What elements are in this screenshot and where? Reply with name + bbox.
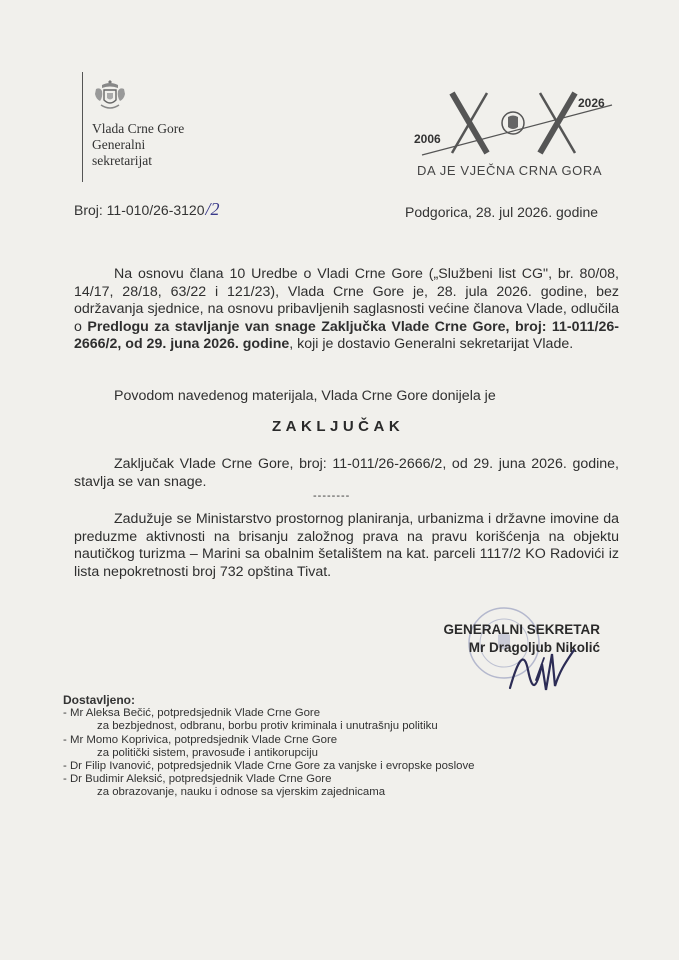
reference-number-text: Broj: 11-010/26-3120 xyxy=(74,202,205,218)
handwritten-signature-icon xyxy=(500,640,585,700)
gov-line-1: Vlada Crne Gore xyxy=(92,121,185,136)
delivery-line: za politički sistem, pravosuđe i antikorupciju xyxy=(97,746,318,759)
gov-line-2: Generalni xyxy=(92,137,146,152)
paragraph-assignment: Zadužuje se Ministarstvo prostornog planiranja, urbanizma i državne imovine da preduzme aktivnosti na brisanju založnog prava na pravu korišćenja na objektu nautičkog turizma – Marini sa obalnim šetalištem na kat. parceli 1117/2 KO Radovići iz lista nepokretnosti broj 732 opština Tivat. xyxy=(74,511,619,580)
signer-title: GENERALNI SEKRETAR xyxy=(443,622,600,637)
logo-tagline: DA JE VJEČNA CRNA GORA xyxy=(417,163,603,178)
document-heading: ZAKLJUČAK xyxy=(272,418,405,435)
gov-line-3: sekretarijat xyxy=(92,153,152,168)
delivery-line: - Dr Filip Ivanović, potpredsjednik Vlade Crne Gore za vanjske i evropske poslove xyxy=(63,760,475,773)
paragraph-intro-bold: Predlogu za stavljanje van snage Zaključka Vlade Crne Gore, broj: 11-011/26-2666/2, od 29. juna 2026. godine xyxy=(74,318,619,352)
delivery-line: - Mr Momo Koprivica, potpredsjednik Vlade Crne Gore xyxy=(63,733,338,746)
paragraph-intro-b: , koji je dostavio Generalni sekretarijat Vlade. xyxy=(289,336,574,352)
logo-year-left: 2006 xyxy=(414,132,441,146)
delivery-line: za bezbjednost, odbranu, borbu protiv kriminala i unutrašnju politiku xyxy=(97,720,438,733)
separator: -------- xyxy=(313,490,351,502)
delivery-title: Dostavljeno: xyxy=(63,693,136,707)
government-name xyxy=(92,121,184,169)
place-date: Podgorica, 28. jul 2026. godine xyxy=(405,204,599,220)
paragraph-decision-intro: Povodom navedenog materijala, Vlada Crne Gore donijela je xyxy=(114,388,496,404)
signer-name: Mr Dragoljub Nikolić xyxy=(468,640,600,655)
paragraph-intro xyxy=(74,266,619,354)
delivery-list xyxy=(63,694,475,800)
delivery-line: - Mr Aleksa Bečić, potpredsjednik Vlade Crne Gore xyxy=(63,707,321,720)
delivery-line: - Dr Budimir Aleksić, potpredsjednik Vlade Crne Gore xyxy=(63,773,332,786)
logo-year-right: 2026 xyxy=(578,96,605,110)
anniversary-logo xyxy=(412,85,617,160)
reference-number xyxy=(74,199,220,220)
delivery-line: za obrazovanje, nauku i odnose sa vjerskim zajednicama xyxy=(97,786,386,799)
paragraph-intro-a: Na osnovu člana 10 Uredbe o Vladi Crne Gore („Službeni list CG", br. 80/08, 14/17, 28/18, 63/22 i 121/23), Vlada Crne Gore je, 28. jula 2026. godine, bez održavanja sjednice, na osnovu pribavljenih saglasnosti većine članova Vlade, odlučila o xyxy=(74,266,619,335)
paragraph-conclusion: Zaključak Vlade Crne Gore, broj: 11-011/26-2666/2, od 29. juna 2026. godine, stavlja se van snage. xyxy=(74,456,619,490)
handwritten-suffix: /2 xyxy=(205,199,220,219)
coat-of-arms-icon xyxy=(93,77,127,113)
header-vertical-rule xyxy=(82,72,83,182)
